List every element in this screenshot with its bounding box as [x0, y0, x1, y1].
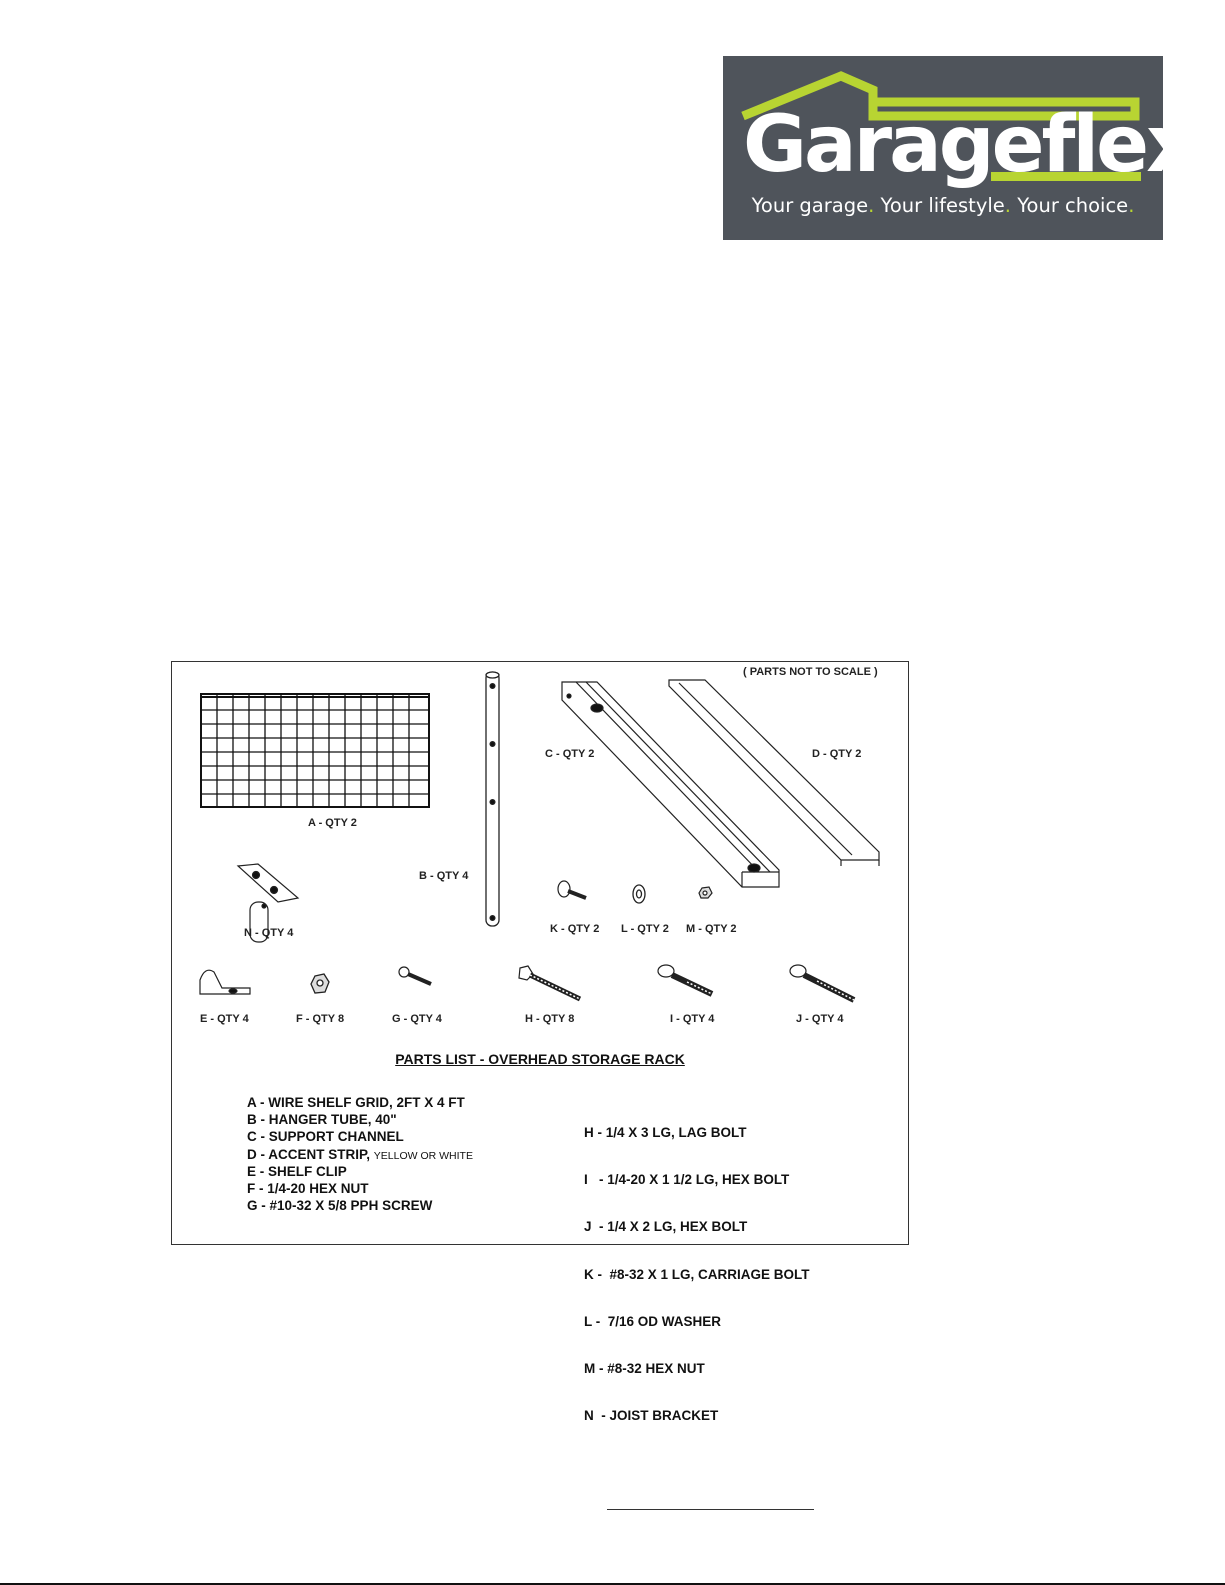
parts-list-item: K - #8-32 X 1 LG, CARRIAGE BOLT — [584, 1266, 810, 1282]
brand-logo — [723, 56, 1194, 240]
parts-list-item: I - 1/4-20 X 1 1/2 LG, HEX BOLT — [584, 1172, 790, 1188]
label-d: D - QTY 2 — [812, 748, 862, 760]
accent-color-note: YELLOW OR WHITE — [373, 1149, 473, 1162]
label-i: I - QTY 4 — [670, 1013, 715, 1025]
wire-shelf-grid-drawing — [201, 694, 429, 807]
label-f: F - QTY 8 — [296, 1013, 345, 1025]
signature-line — [607, 1509, 814, 1510]
parts-list-item: H - 1/4 X 3 LG, LAG BOLT — [584, 1125, 747, 1140]
label-j: J - QTY 4 — [796, 1013, 844, 1025]
parts-list-item: C - SUPPORT CHANNEL — [247, 1129, 404, 1145]
lag-bolt-h-drawing — [519, 966, 580, 999]
label-g: G - QTY 4 — [392, 1013, 442, 1025]
label-n: N - QTY 4 — [244, 927, 294, 939]
label-m: M - QTY 2 — [686, 923, 737, 935]
parts-list-item: G - #10-32 X 5/8 PPH SCREW — [247, 1198, 433, 1214]
parts-list-item: N - JOIST BRACKET — [584, 1408, 719, 1424]
brand-tagline: Your garage. Your lifestyle. Your choice. — [751, 194, 1135, 217]
label-a: A - QTY 2 — [308, 817, 357, 829]
parts-list-right — [584, 1094, 810, 1454]
parts-list-item: L - 7/16 OD WASHER — [584, 1313, 722, 1329]
parts-list-item: A - WIRE SHELF GRID, 2FT X 4 FT — [247, 1095, 465, 1110]
label-b: B - QTY 4 — [419, 870, 469, 882]
washer-l-drawing — [633, 885, 645, 903]
accent-strip-drawing — [669, 680, 879, 866]
hex-bolt-j-drawing — [790, 965, 854, 1000]
label-c: C - QTY 2 — [545, 748, 595, 760]
scale-note: ( PARTS NOT TO SCALE ) — [743, 666, 878, 678]
parts-list-item: M - #8-32 HEX NUT — [584, 1360, 705, 1376]
label-k: K - QTY 2 — [550, 923, 600, 935]
support-channel-drawing — [562, 682, 779, 887]
parts-list-item: F - 1/4-20 HEX NUT — [247, 1180, 369, 1196]
label-e: E - QTY 4 — [200, 1013, 249, 1025]
carriage-bolt-k-drawing — [558, 881, 586, 898]
parts-list-item: J - 1/4 X 2 LG, HEX BOLT — [584, 1219, 748, 1235]
parts-list-left — [247, 1094, 473, 1214]
label-l: L - QTY 2 — [621, 923, 669, 935]
hex-nut-f-drawing — [311, 974, 329, 993]
parts-list-item: D - ACCENT STRIP, YELLOW OR WHITE — [247, 1146, 473, 1162]
brand-wordmark: Garageflex — [743, 100, 1194, 190]
parts-list-item: B - HANGER TUBE, 40" — [247, 1112, 397, 1128]
hex-bolt-i-drawing — [658, 965, 712, 994]
label-h: H - QTY 8 — [525, 1013, 575, 1025]
hex-nut-m-drawing — [699, 887, 712, 898]
screw-g-drawing — [399, 967, 431, 984]
parts-list-title: PARTS LIST - OVERHEAD STORAGE RACK — [395, 1051, 685, 1067]
parts-list-item: E - SHELF CLIP — [247, 1163, 347, 1179]
parts-diagram — [171, 661, 909, 1424]
shelf-clip-e-drawing — [200, 970, 250, 994]
hanger-tube-drawing — [486, 672, 499, 926]
